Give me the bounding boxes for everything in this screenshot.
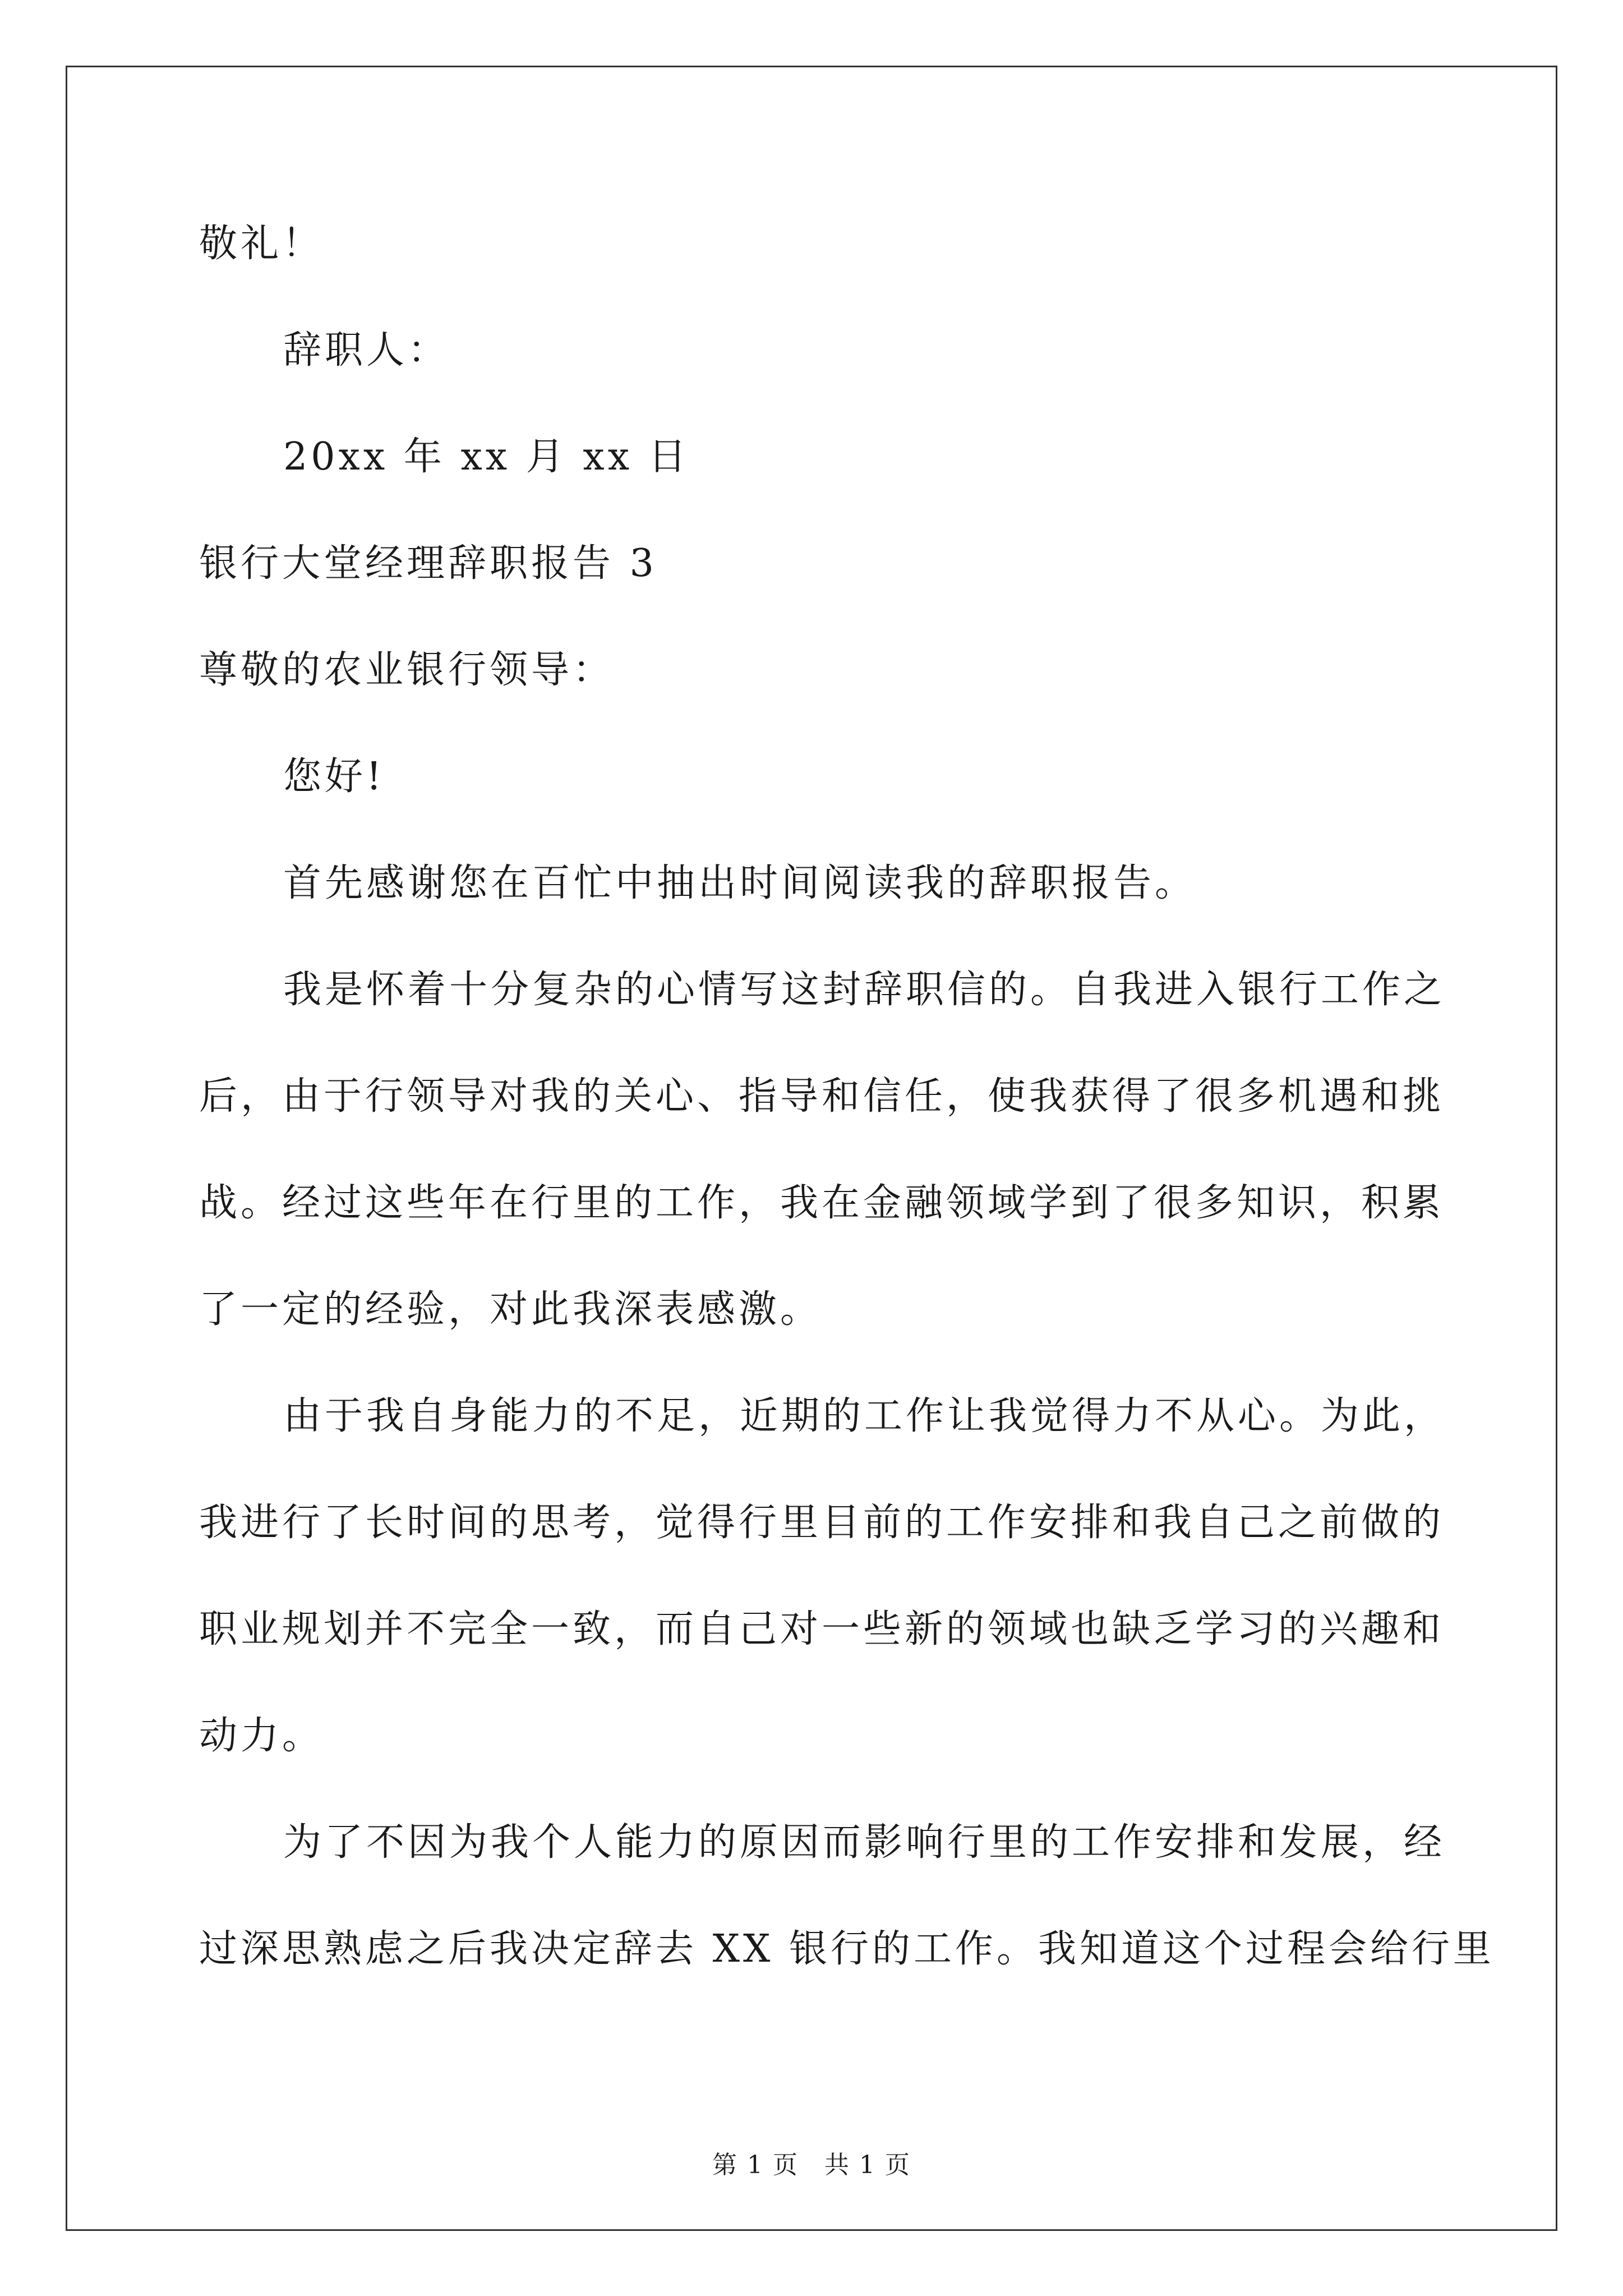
text-line: 辞职人： [283, 328, 450, 372]
section-title: 银行大堂经理辞职报告 3 [199, 541, 657, 586]
text-line: 敬礼！ [199, 222, 324, 266]
text-line: 过深思熟虑之后我决定辞去 XX 银行的工作。我知道这个过程会给行里 [199, 1927, 1495, 1971]
text-line: 我进行了长时间的思考，觉得行里目前的工作安排和我自己之前做的 [199, 1501, 1445, 1545]
text-line: 首先感谢您在百忙中抽出时间阅读我的辞职报告。 [283, 861, 1197, 905]
salutation: 尊敬的农业银行领导： [199, 648, 615, 692]
greeting: 您好! [283, 754, 385, 799]
text-line: 20xx 年 xx 月 xx 日 [283, 435, 690, 479]
text-line: 动力。 [199, 1714, 324, 1758]
text-line: 职业规划并不完全一致，而自己对一些新的领域也缺乏学习的兴趣和 [199, 1607, 1445, 1651]
text-line: 为了不因为我个人能力的原因而影响行里的工作安排和发展，经 [283, 1820, 1446, 1865]
text-line: 了一定的经验，对此我深表感激。 [199, 1287, 822, 1332]
document-body [199, 191, 1495, 2003]
text-line: 由于我自身能力的不足，近期的工作让我觉得力不从心。为此， [283, 1394, 1446, 1438]
text-line: 战。经过这些年在行里的工作，我在金融领域学到了很多知识，积累 [199, 1181, 1445, 1225]
page-footer: 第 1 页 共 1 页 [712, 2151, 911, 2179]
text-line: 我是怀着十分复杂的心情写这封辞职信的。自我进入银行工作之 [283, 968, 1446, 1012]
text-line: 后，由于行领导对我的关心、指导和信任，使我获得了很多机遇和挑 [199, 1074, 1445, 1119]
